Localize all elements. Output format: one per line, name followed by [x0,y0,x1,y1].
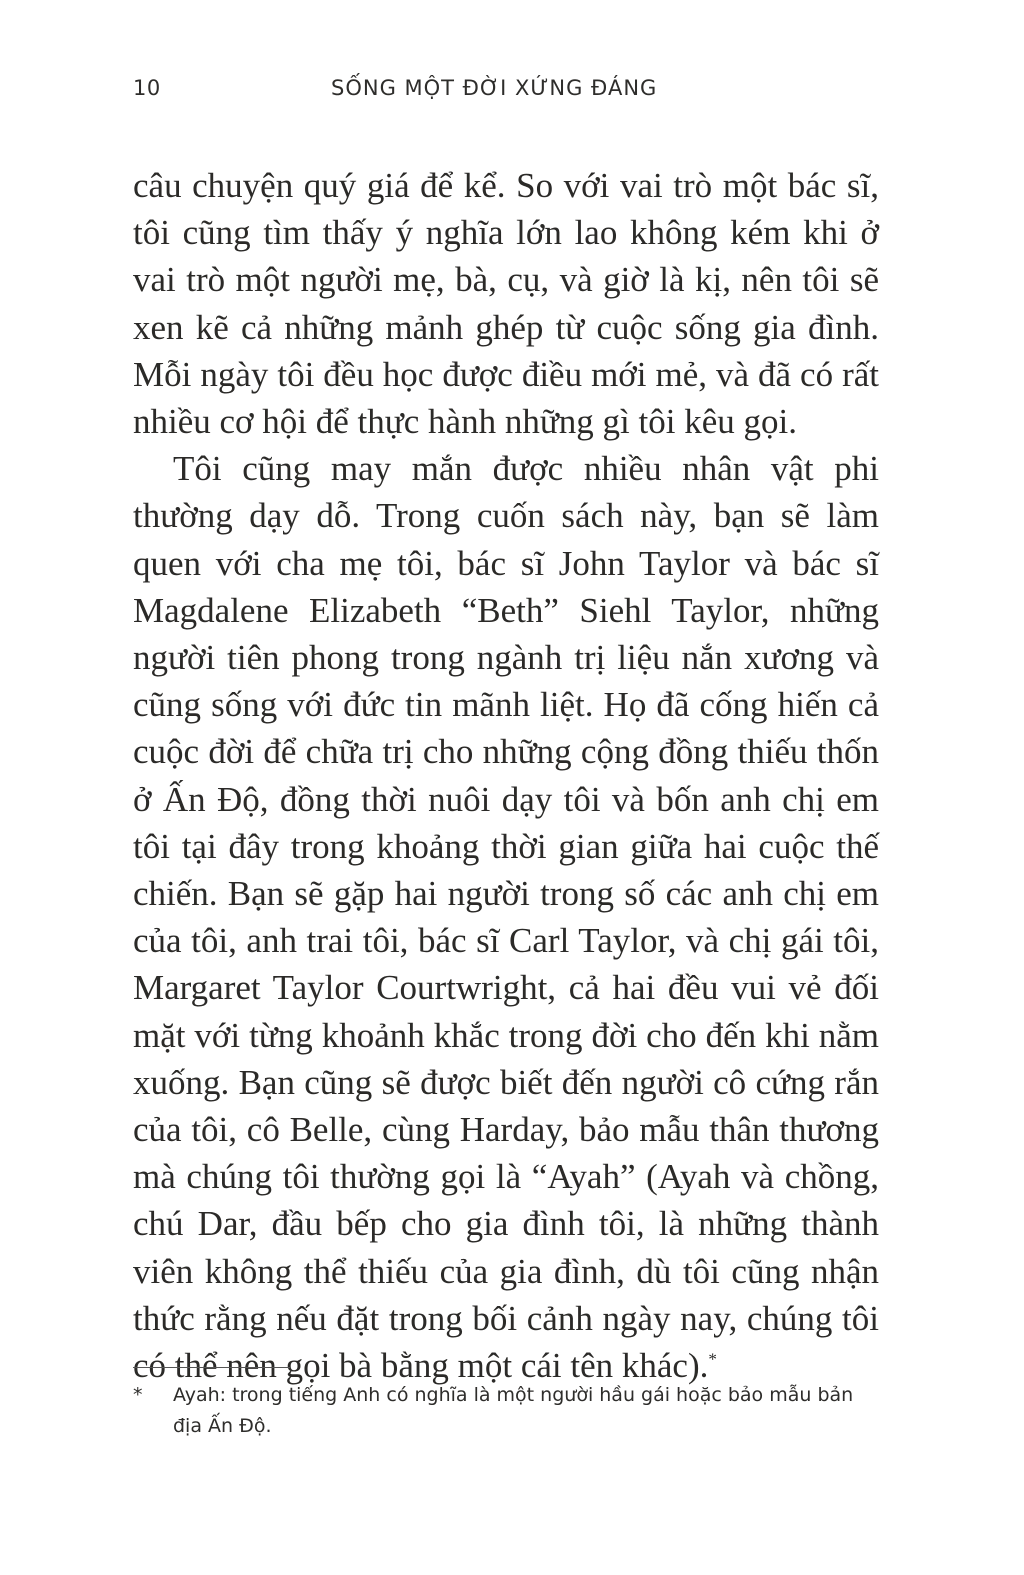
paragraph-text: Tôi cũng may mắn được nhiều nhân vật phi thường dạy dỗ. Trong cuốn sách này, bạn sẽ làm quen với cha mẹ tôi, bác sĩ John Taylor và bác sĩ Magdalene Elizabeth “Beth” Siehl Taylor, những người tiên phong trong ngành trị liệu nắn xương và cũng sống với đức tin mãnh liệt. Họ đã cống hiến cả cuộc đời để chữa trị cho những cộng đồng thiếu thốn ở Ấn Độ, đồng thời nuôi dạy tôi và bốn anh chị em tôi tại đây trong khoảng thời gian giữa hai cuộc thế chiến. Bạn sẽ gặp hai người trong số các anh chị em của tôi, anh trai tôi, bác sĩ Carl Taylor, và chị gái tôi, Margaret Taylor Courtwright, cả hai đều vui vẻ đối mặt với từng khoảnh khắc trong đời cho đến khi nằm xuống. Bạn cũng sẽ được biết đến người cô cứng rắn của tôi, cô Belle, cùng Harday, bảo mẫu thân thương mà chúng tôi thường gọi là “Ayah” (Ayah và chồng, chú Dar, đầu bếp cho gia đình tôi, là những thành viên không thể thiếu của gia đình, dù tôi cũng nhận thức rằng nếu đặt trong bối cảnh ngày nay, chúng tôi có thể nên gọi bà bằng một cái tên khác). [133,449,879,1386]
footnote-divider [133,1367,290,1368]
paragraph-text: câu chuyện quý giá để kể. So với vai trò một bác sĩ, tôi cũng tìm thấy ý nghĩa lớn lao không kém khi ở vai trò một người mẹ, bà, cụ, và giờ là kị, nên tôi sẽ xen kẽ cả những mảnh ghép từ cuộc sống gia đình. Mỗi ngày tôi đều học được điều mới mẻ, và đã có rất nhiều cơ hội để thực hành những gì tôi kêu gọi. [133,166,879,442]
paragraph [133,162,879,445]
running-title: SỐNG MỘT ĐỜI XỨNG ĐÁNG [331,76,658,100]
footnote [133,1380,879,1442]
footnote-reference: * [708,1349,717,1369]
page-number: 10 [133,76,161,100]
page-header [133,72,877,108]
footnote-symbol: * [133,1384,143,1406]
paragraph [133,445,879,1389]
footnote-text: Ayah: trong tiếng Anh có nghĩa là một người hầu gái hoặc bảo mẫu bản địa Ấn Độ. [173,1384,854,1437]
body-text [133,162,879,1389]
